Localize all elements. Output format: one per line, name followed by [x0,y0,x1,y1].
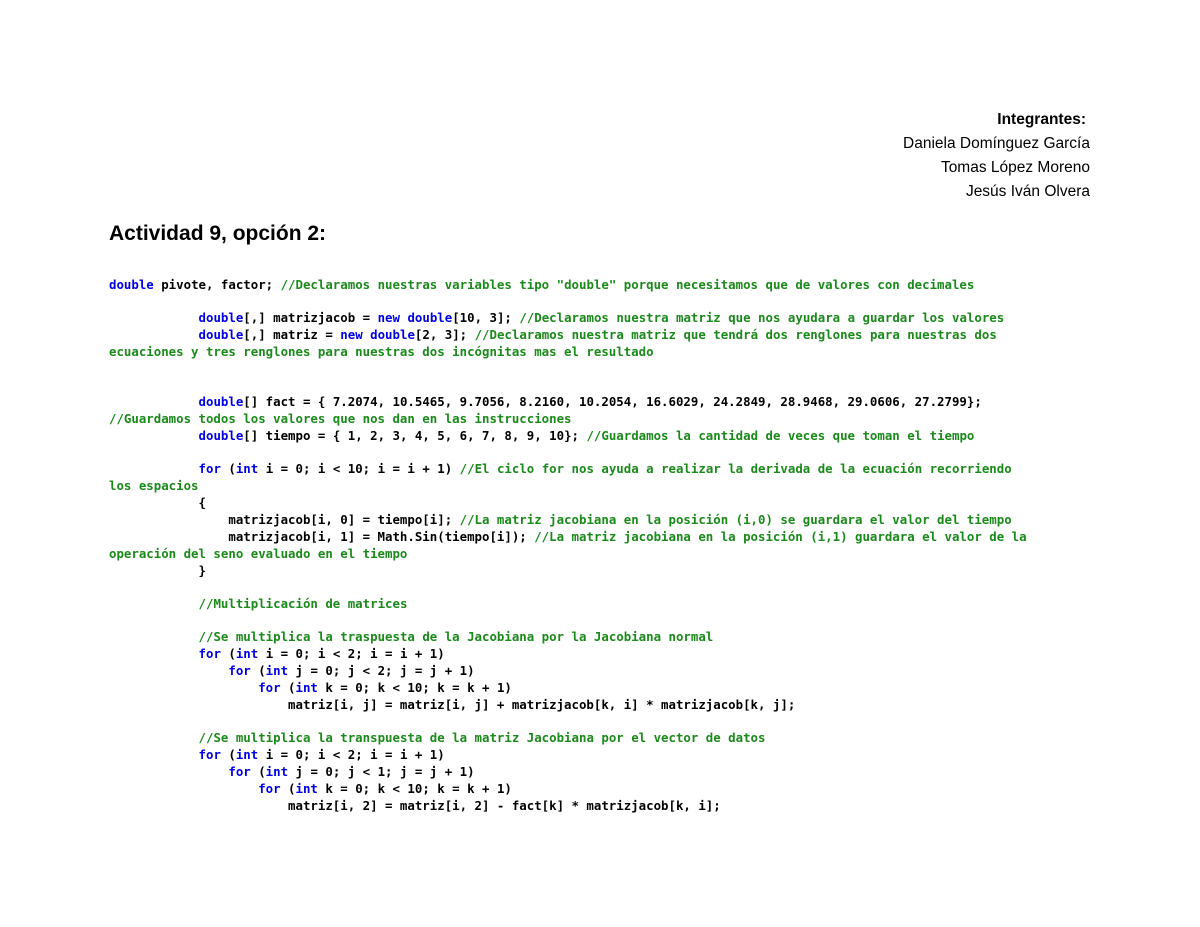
code-indent [109,663,228,678]
code-comment: los espacios [109,478,199,493]
code-indent [109,781,258,796]
code-text: ( [220,747,236,762]
members-heading: Integrantes: [997,111,1086,128]
code-indent [109,646,199,661]
code-text: ( [280,680,296,695]
code-text: [] fact = { 7.2074, 10.5465, 9.7056, 8.2160, 10.2054, 16.6029, 24.2849, 28.9468, 29.0606, 27.2799}; [243,394,982,409]
code-keyword: int [235,461,259,476]
code-keyword: double [198,310,244,325]
code-keyword: int [295,781,318,796]
code-indent [109,428,199,443]
code-keyword: for [198,461,221,476]
code-line [109,645,1099,662]
code-text: [2, 3]; [414,327,475,342]
member-name: Tomas López Moreno [940,159,1090,176]
code-comment: //La matriz jacobiana en la posición (i,1) guardara el valor de la [534,529,1027,544]
code-text: } [109,563,206,578]
code-text: ( [220,646,236,661]
code-line [109,729,1099,746]
code-comment: //La matriz jacobiana en la posición (i,0) se guardara el valor del tiempo [459,512,1012,527]
code-line [109,511,1099,528]
code-keyword: for [228,764,251,779]
code-text: k = 0; k < 10; k = k + 1) [317,680,512,695]
code-line [109,545,1099,562]
code-text: ( [280,781,296,796]
code-comment: operación del seno evaluado en el tiempo [109,546,408,561]
code-line [109,797,1099,814]
code-text: [,] matrizjacob = [243,310,378,325]
code-text: ( [220,461,236,476]
code-indent [109,629,199,644]
code-keyword: int [295,680,318,695]
code-text: matriz[i, 2] = matriz[i, 2] - fact[k] * matrizjacob[k, i]; [109,798,721,813]
code-keyword: for [198,646,221,661]
code-text: matrizjacob[i, 1] = Math.Sin(tiempo[i]); [109,529,535,544]
code-text: ( [250,663,266,678]
code-indent [109,747,199,762]
code-keyword: double [198,327,244,342]
code-text: i = 0; i < 2; i = i + 1) [258,646,445,661]
code-indent [109,680,258,695]
code-text: k = 0; k < 10; k = k + 1) [317,781,512,796]
member-name: Jesús Iván Olvera [965,183,1090,200]
code-text: i = 0; i < 2; i = i + 1) [258,747,445,762]
code-comment: //Se multiplica la transpuesta de la matriz Jacobiana por el vector de datos [198,730,766,745]
code-line [109,746,1099,763]
code-keyword: new [377,310,400,325]
code-keyword: double [109,277,154,292]
code-keyword: for [258,680,281,695]
code-line [109,679,1099,696]
code-keyword: double [370,327,415,342]
code-line [109,427,1099,444]
code-line [109,628,1099,645]
code-text: matrizjacob[i, 0] = tiempo[i]; [109,512,460,527]
code-comment: //Multiplicación de matrices [198,596,408,611]
code-indent [109,730,199,745]
code-line [109,460,1099,477]
code-keyword: for [198,747,221,762]
code-indent [109,764,228,779]
code-text: pivote, factor; [153,277,281,292]
code-keyword: int [235,646,259,661]
code-text: { [109,495,206,510]
code-keyword: for [258,781,281,796]
code-text: j = 0; j < 1; j = j + 1) [288,764,475,779]
code-indent [109,327,199,342]
team-members-block [903,108,1090,204]
code-indent [109,596,199,611]
code-line [109,763,1099,780]
code-text: ( [250,764,266,779]
code-comment: //Declaramos nuestra matriz que nos ayudara a guardar los valores [519,310,1005,325]
code-indent [109,461,199,476]
code-indent [109,394,199,409]
code-comment: //Declaramos nuestra matriz que tendrá dos renglones para nuestras dos [474,327,997,342]
code-comment: //Se multiplica la traspuesta de la Jacobiana por la Jacobiana normal [198,629,714,644]
code-indent [109,310,199,325]
activity-title: Actividad 9, opción 2: [109,222,327,245]
code-line [109,309,1099,326]
code-keyword: double [407,310,453,325]
code-comment: ecuaciones y tres renglones para nuestras dos incógnitas mas el resultado [109,344,654,359]
code-line [109,662,1099,679]
code-keyword: double [198,428,244,443]
code-keyword: int [235,747,259,762]
code-keyword: new [340,327,363,342]
code-line [109,595,1099,612]
code-line [109,528,1099,545]
code-text: [10, 3]; [452,310,520,325]
code-line [109,780,1099,797]
code-line [109,696,1099,713]
code-comment: //Guardamos la cantidad de veces que toman el tiempo [586,428,975,443]
code-line [109,326,1099,343]
code-comment: //Declaramos nuestras variables tipo "double" porque necesitamos que de valores con decimales [280,277,975,292]
code-text: [,] matriz = [243,327,341,342]
code-line [109,410,1099,427]
code-keyword: for [228,663,251,678]
code-keyword: int [265,764,289,779]
code-line [109,276,1099,293]
code-comment: //Guardamos todos los valores que nos dan en las instrucciones [109,411,572,426]
code-line [109,343,1099,360]
code-keyword: int [265,663,289,678]
code-text: matriz[i, j] = matriz[i, j] + matrizjacob[k, i] * matrizjacob[k, j]; [109,697,796,712]
code-text: [] tiempo = { 1, 2, 3, 4, 5, 6, 7, 8, 9, 10}; [243,428,587,443]
member-name: Daniela Domínguez García [903,135,1090,152]
code-line [109,494,1099,511]
code-text: i = 0; i < 10; i = i + 1) [258,461,460,476]
code-comment: //El ciclo for nos ayuda a realizar la derivada de la ecuación recorriendo [459,461,1012,476]
code-line [109,562,1099,579]
code-line [109,477,1099,494]
code-line [109,393,1099,410]
code-text: j = 0; j < 2; j = j + 1) [288,663,475,678]
code-keyword: double [198,394,244,409]
code-listing [109,276,1099,814]
